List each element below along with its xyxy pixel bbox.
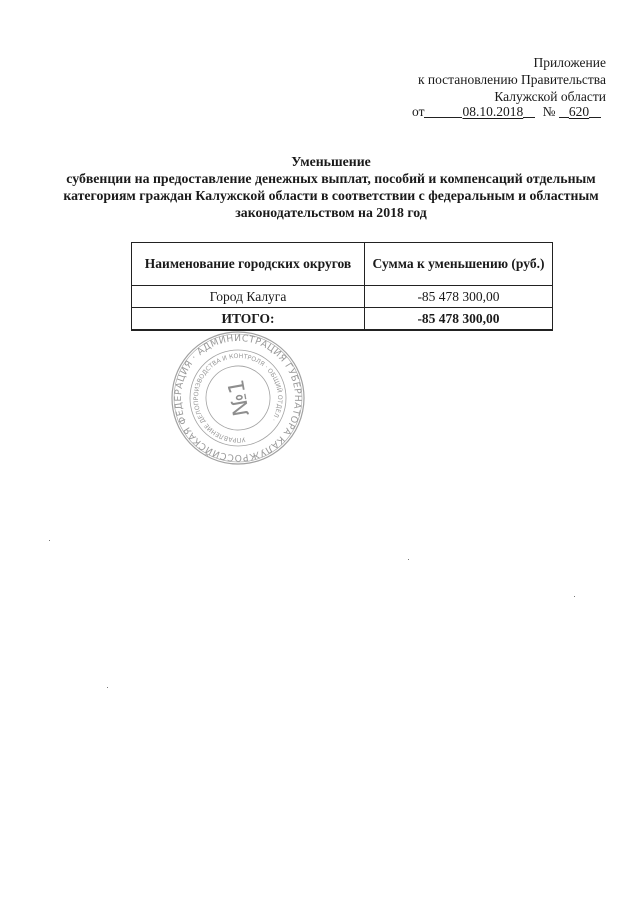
- subvention-table: [131, 242, 553, 331]
- title-line-3: категориям граждан Калужской области в соответствии с федеральным и областным: [63, 188, 599, 203]
- district-amount: -85 478 300,00: [365, 286, 553, 308]
- appendix-header: [386, 54, 606, 105]
- resolution-number: 620: [568, 104, 590, 119]
- seal-center-number: №1: [223, 377, 255, 419]
- table-header-row: [132, 243, 553, 286]
- column-header-district: Наименование городских округов: [132, 243, 365, 286]
- seal-inner-text: УПРАВЛЕНИЕ ДЕЛОПРОИЗВОДСТВА И КОНТРОЛЯ · ОБЩИЙ ОТДЕЛ ·: [192, 352, 284, 444]
- column-header-amount: Сумма к уменьшению (руб.): [365, 243, 553, 286]
- resolution-date: 08.10.2018: [462, 104, 524, 119]
- date-blank-tail: [523, 105, 535, 118]
- title-line-1: Уменьшение: [291, 154, 371, 169]
- number-sign: №: [542, 104, 556, 119]
- table-row: [132, 286, 553, 308]
- number-blank-tail: [589, 105, 601, 118]
- scan-speck: [574, 596, 575, 597]
- document-title: [48, 153, 614, 221]
- resolution-date-line: [412, 104, 608, 120]
- total-label: ИТОГО:: [132, 308, 365, 331]
- total-amount: -85 478 300,00: [365, 308, 553, 331]
- appendix-title: Приложение: [533, 55, 606, 70]
- number-blank: [559, 105, 569, 118]
- official-seal-stamp: [170, 330, 306, 466]
- title-line-4: законодательством на 2018 год: [235, 205, 427, 220]
- title-line-2: субвенции на предоставление денежных выплат, пособий и компенсаций отдельным: [66, 171, 596, 186]
- seal-outer-text: РОССИЙСКАЯ ФЕДЕРАЦИЯ · АДМИНИСТРАЦИЯ ГУБЕРНАТОРА КАЛУЖСКОЙ: [172, 332, 304, 464]
- appendix-region: Калужской области: [494, 89, 606, 104]
- date-prefix: от: [412, 104, 425, 119]
- date-blank: [424, 105, 462, 118]
- district-name: Город Калуга: [132, 286, 365, 308]
- appendix-resolution: к постановлению Правительства: [417, 72, 606, 87]
- scan-speck: [49, 540, 50, 541]
- scan-speck: [107, 687, 108, 688]
- scan-speck: [408, 559, 409, 560]
- table-total-row: [132, 308, 553, 331]
